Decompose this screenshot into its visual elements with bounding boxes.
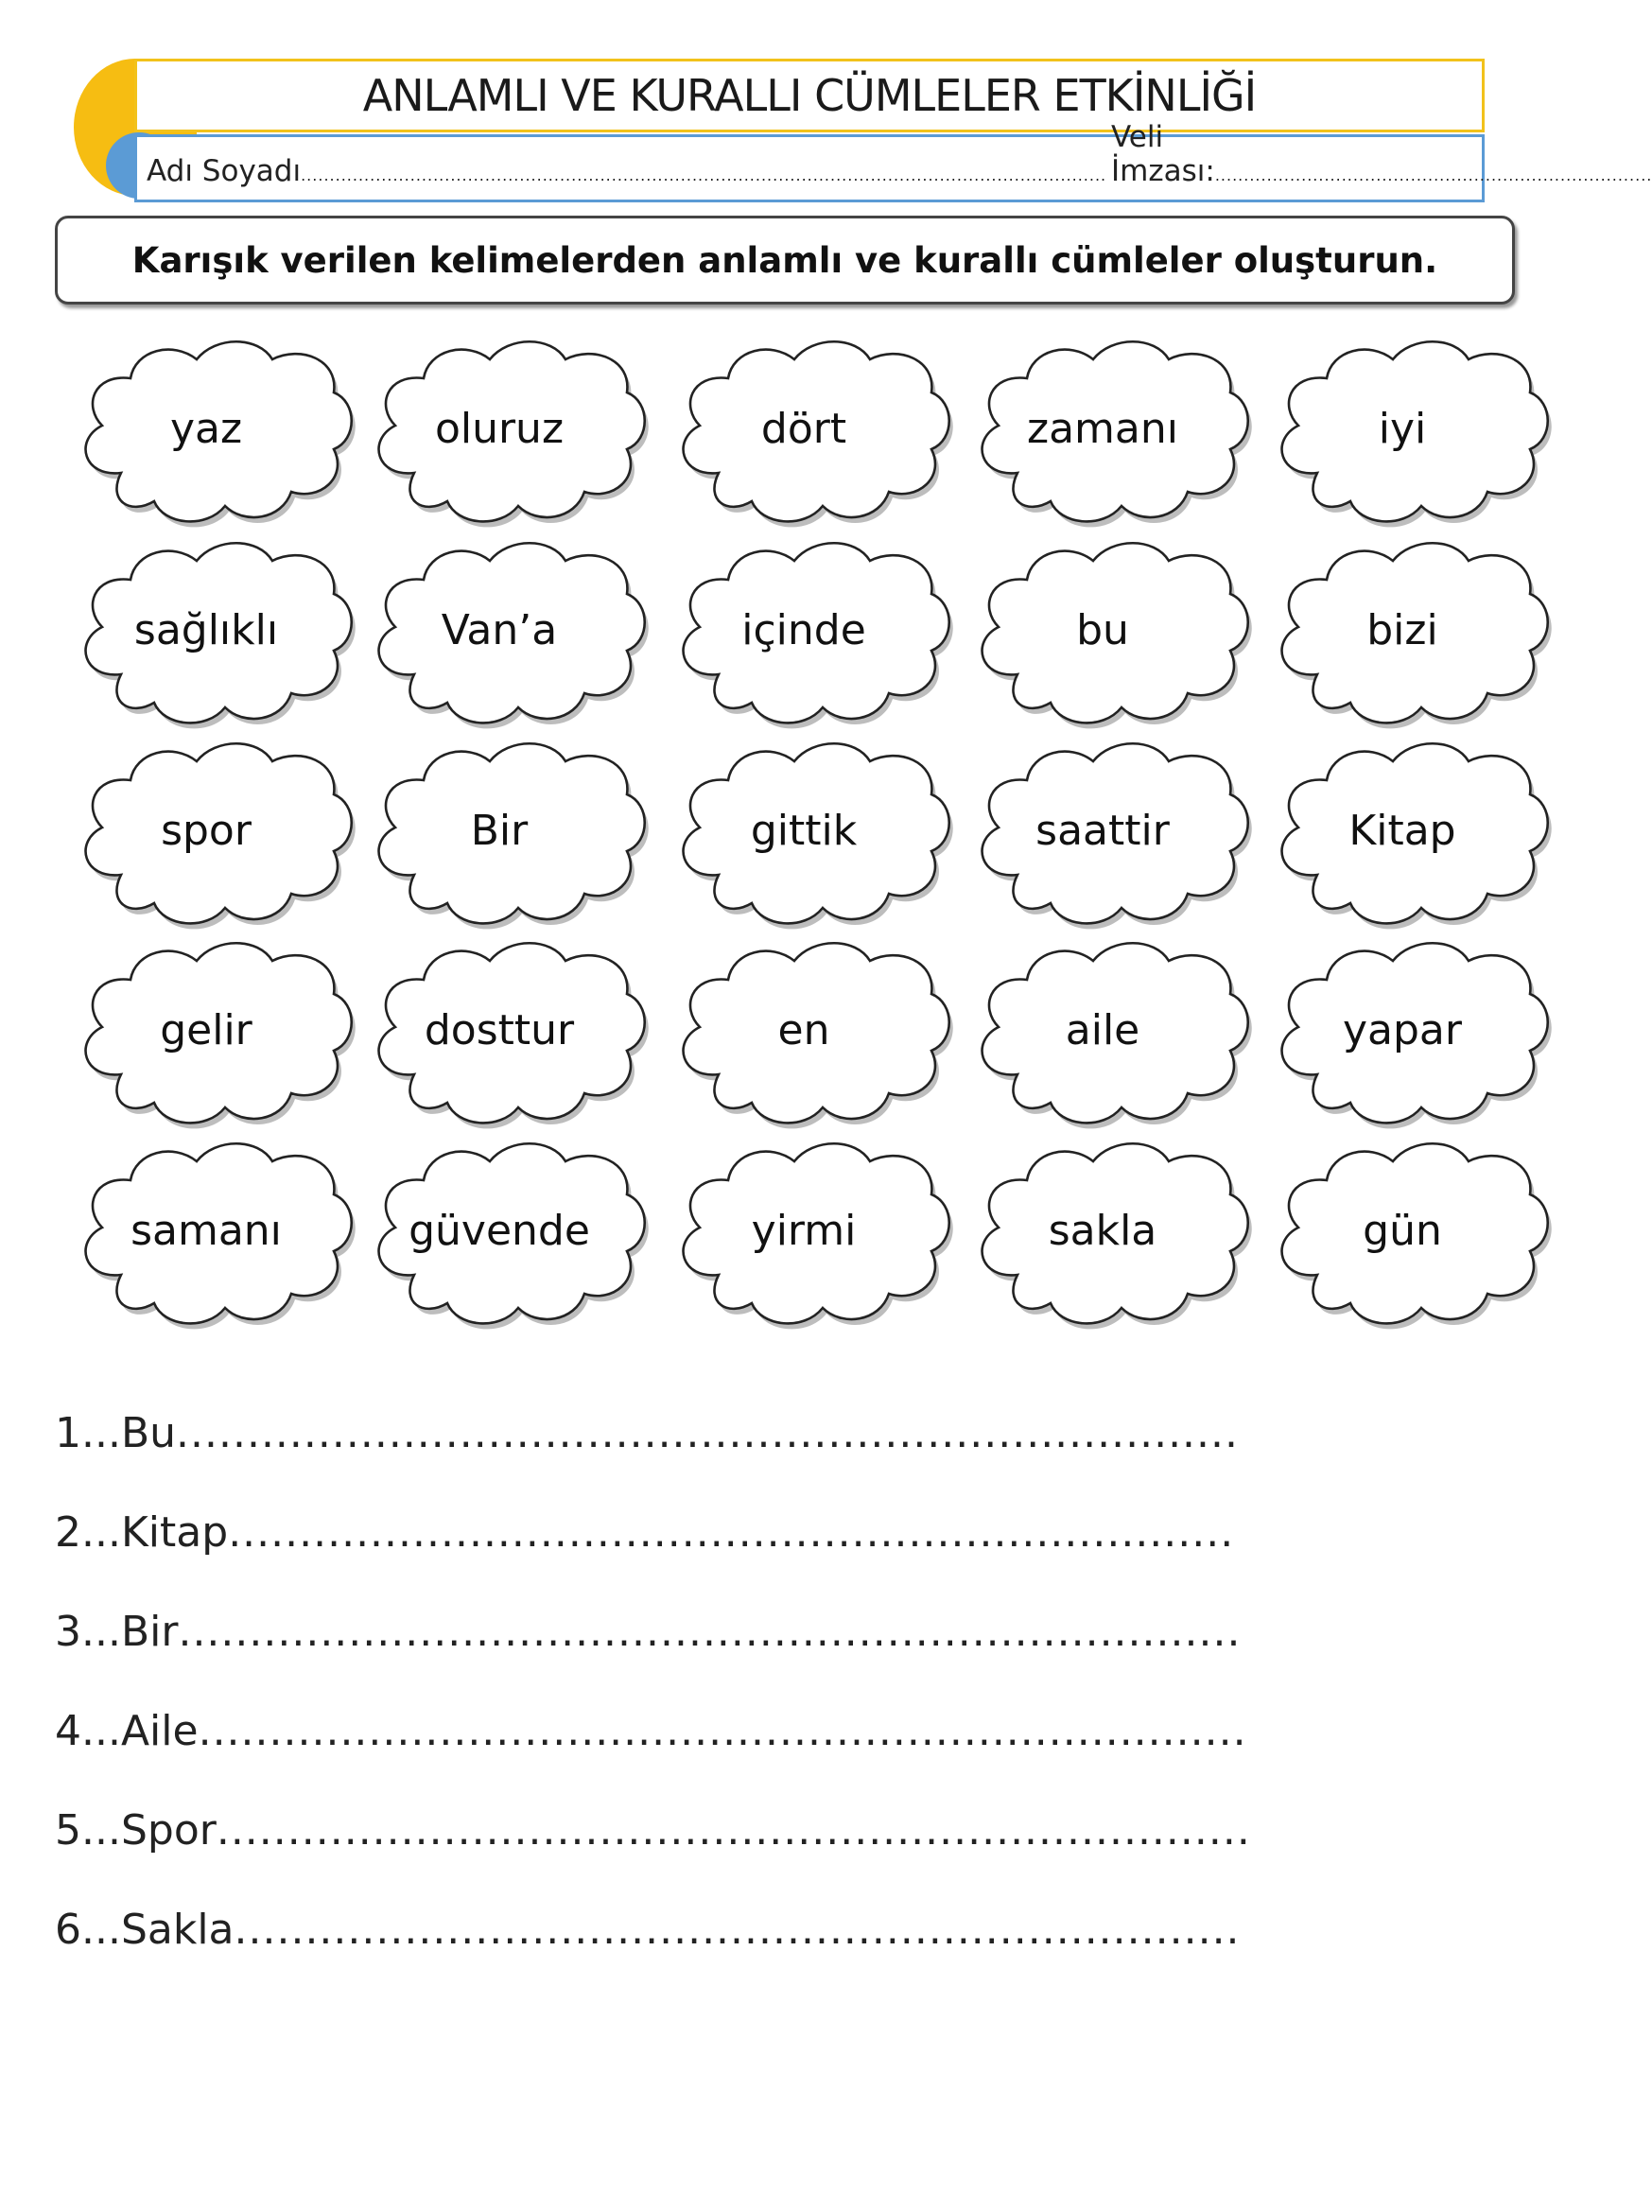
word-cloud	[961, 932, 1244, 1133]
answer-line-dots: ..........................................................................	[198, 1707, 1247, 1755]
answer-line-prefix: 5...Spor	[55, 1806, 217, 1855]
word-cloud	[961, 532, 1244, 733]
answer-line[interactable]	[55, 1707, 1435, 1755]
word-cloud	[64, 733, 348, 933]
word-cloud	[1261, 331, 1544, 531]
parent-signature-field[interactable]	[1111, 120, 1652, 188]
word-cloud	[662, 932, 946, 1133]
cloud-word: spor	[161, 807, 252, 855]
cloud-word: iyi	[1378, 405, 1427, 453]
word-cloud	[64, 532, 348, 733]
instruction-text: Karışık verilen kelimelerden anlamlı ve kurallı cümleler oluşturun.	[131, 239, 1438, 281]
cloud-word: samanı	[130, 1207, 282, 1255]
cloud-word: yirmi	[751, 1207, 857, 1255]
cloud-word: bu	[1076, 606, 1129, 654]
cloud-word: aile	[1065, 1006, 1140, 1054]
cloud-word: yapar	[1343, 1006, 1462, 1054]
cloud-word: Kitap	[1348, 807, 1456, 855]
cloud-word: Van’a	[441, 606, 558, 654]
answer-line-prefix: 3...Bir	[55, 1608, 179, 1656]
answer-line-dots: .......................................................................	[234, 1906, 1241, 1954]
answer-line[interactable]	[55, 1906, 1435, 1954]
word-cloud	[64, 1133, 348, 1333]
answer-line-dots: .........................................................................	[216, 1806, 1251, 1855]
word-cloud	[357, 733, 641, 933]
cloud-word: sağlıklı	[133, 606, 279, 654]
cloud-word: gelir	[160, 1006, 252, 1054]
answer-line-dots: ...........................................................................	[178, 1608, 1242, 1656]
answer-line-prefix: 6...Sakla	[55, 1906, 235, 1954]
word-cloud	[662, 331, 946, 531]
answer-line-prefix: 1...Bu	[55, 1409, 177, 1457]
word-cloud	[64, 932, 348, 1133]
cloud-word: Bir	[470, 807, 529, 855]
word-cloud	[961, 733, 1244, 933]
cloud-word: bizi	[1366, 606, 1438, 654]
cloud-word: saattir	[1035, 807, 1170, 855]
cloud-word: zamanı	[1027, 405, 1178, 453]
word-cloud	[1261, 932, 1544, 1133]
word-cloud	[357, 932, 641, 1133]
word-cloud	[961, 331, 1244, 531]
answer-line[interactable]	[55, 1508, 1435, 1557]
parent-signature-label: Veli İmzası:	[1111, 120, 1215, 188]
answer-line-dots: .......................................................................	[228, 1508, 1235, 1557]
word-cloud	[662, 532, 946, 733]
name-field[interactable]	[147, 154, 1106, 188]
cloud-word: gittik	[750, 807, 858, 855]
word-cloud	[357, 331, 641, 531]
answer-line-prefix: 4...Aile	[55, 1707, 199, 1755]
word-cloud	[662, 733, 946, 933]
word-cloud	[64, 331, 348, 531]
cloud-word: dört	[760, 405, 847, 453]
cloud-word: içinde	[741, 606, 866, 654]
word-cloud	[357, 1133, 641, 1333]
cloud-word: gün	[1363, 1207, 1442, 1255]
answer-line-prefix: 2...Kitap	[55, 1508, 229, 1557]
parent-signature-dotted-line: ............................................................................	[1214, 166, 1652, 184]
student-info-bar	[134, 120, 1652, 202]
word-cloud	[961, 1133, 1244, 1333]
page-title: ANLAMLI VE KURALLI CÜMLELER ETKİNLİĞİ	[362, 70, 1257, 121]
cloud-word: sakla	[1048, 1207, 1157, 1255]
cloud-word: oluruz	[434, 405, 565, 453]
answer-line[interactable]	[55, 1608, 1435, 1656]
answer-line[interactable]	[55, 1409, 1435, 1457]
answer-line[interactable]	[55, 1806, 1435, 1855]
name-dotted-line: ............................................................................................................................................	[301, 166, 1107, 184]
word-cloud	[1261, 1133, 1544, 1333]
cloud-word: yaz	[169, 405, 243, 453]
name-label: Adı Soyadı	[147, 154, 302, 188]
word-cloud	[1261, 733, 1544, 933]
cloud-word: en	[777, 1006, 830, 1054]
cloud-word: güvende	[409, 1207, 590, 1255]
word-cloud	[662, 1133, 946, 1333]
word-cloud	[357, 532, 641, 733]
answer-line-dots: ...........................................................................	[176, 1409, 1240, 1457]
cloud-word: dosttur	[424, 1006, 575, 1054]
instruction-box	[55, 216, 1515, 305]
word-cloud	[1261, 532, 1544, 733]
